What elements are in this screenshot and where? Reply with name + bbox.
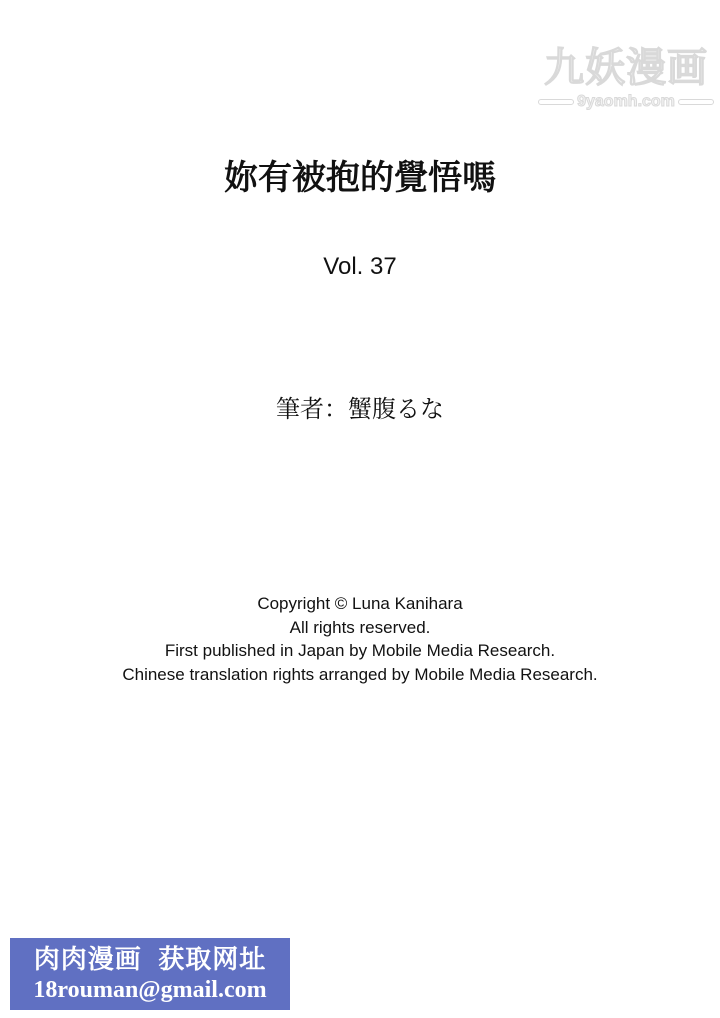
watermark-rule-right bbox=[678, 99, 714, 105]
copyright-line: Chinese translation rights arranged by Mobile Media Research. bbox=[122, 664, 598, 684]
publisher-badge-title: 肉肉漫画 获取网址 bbox=[33, 943, 267, 974]
copyright-line: First published in Japan by Mobile Media Research. bbox=[164, 641, 556, 660]
book-title: 妳有被抱的覺悟嗎 bbox=[224, 159, 496, 197]
copyright-line: Copyright © Luna Kanihara bbox=[257, 594, 463, 613]
copyright-block bbox=[0, 592, 720, 686]
publisher-badge bbox=[10, 938, 290, 1010]
volume-number: Vol. 37 bbox=[323, 253, 397, 280]
site-watermark bbox=[538, 46, 714, 111]
watermark-site-url: 9yaomh.com bbox=[577, 93, 675, 110]
author-line: 筆者：蟹腹るな bbox=[276, 396, 444, 423]
watermark-rule-left bbox=[538, 99, 574, 105]
watermark-url-row bbox=[538, 93, 714, 111]
copyright-line: All rights reserved. bbox=[289, 617, 431, 637]
publisher-badge-email: 18rouman@gmail.com bbox=[33, 976, 267, 1003]
watermark-site-name: 九妖漫画 bbox=[544, 46, 708, 90]
